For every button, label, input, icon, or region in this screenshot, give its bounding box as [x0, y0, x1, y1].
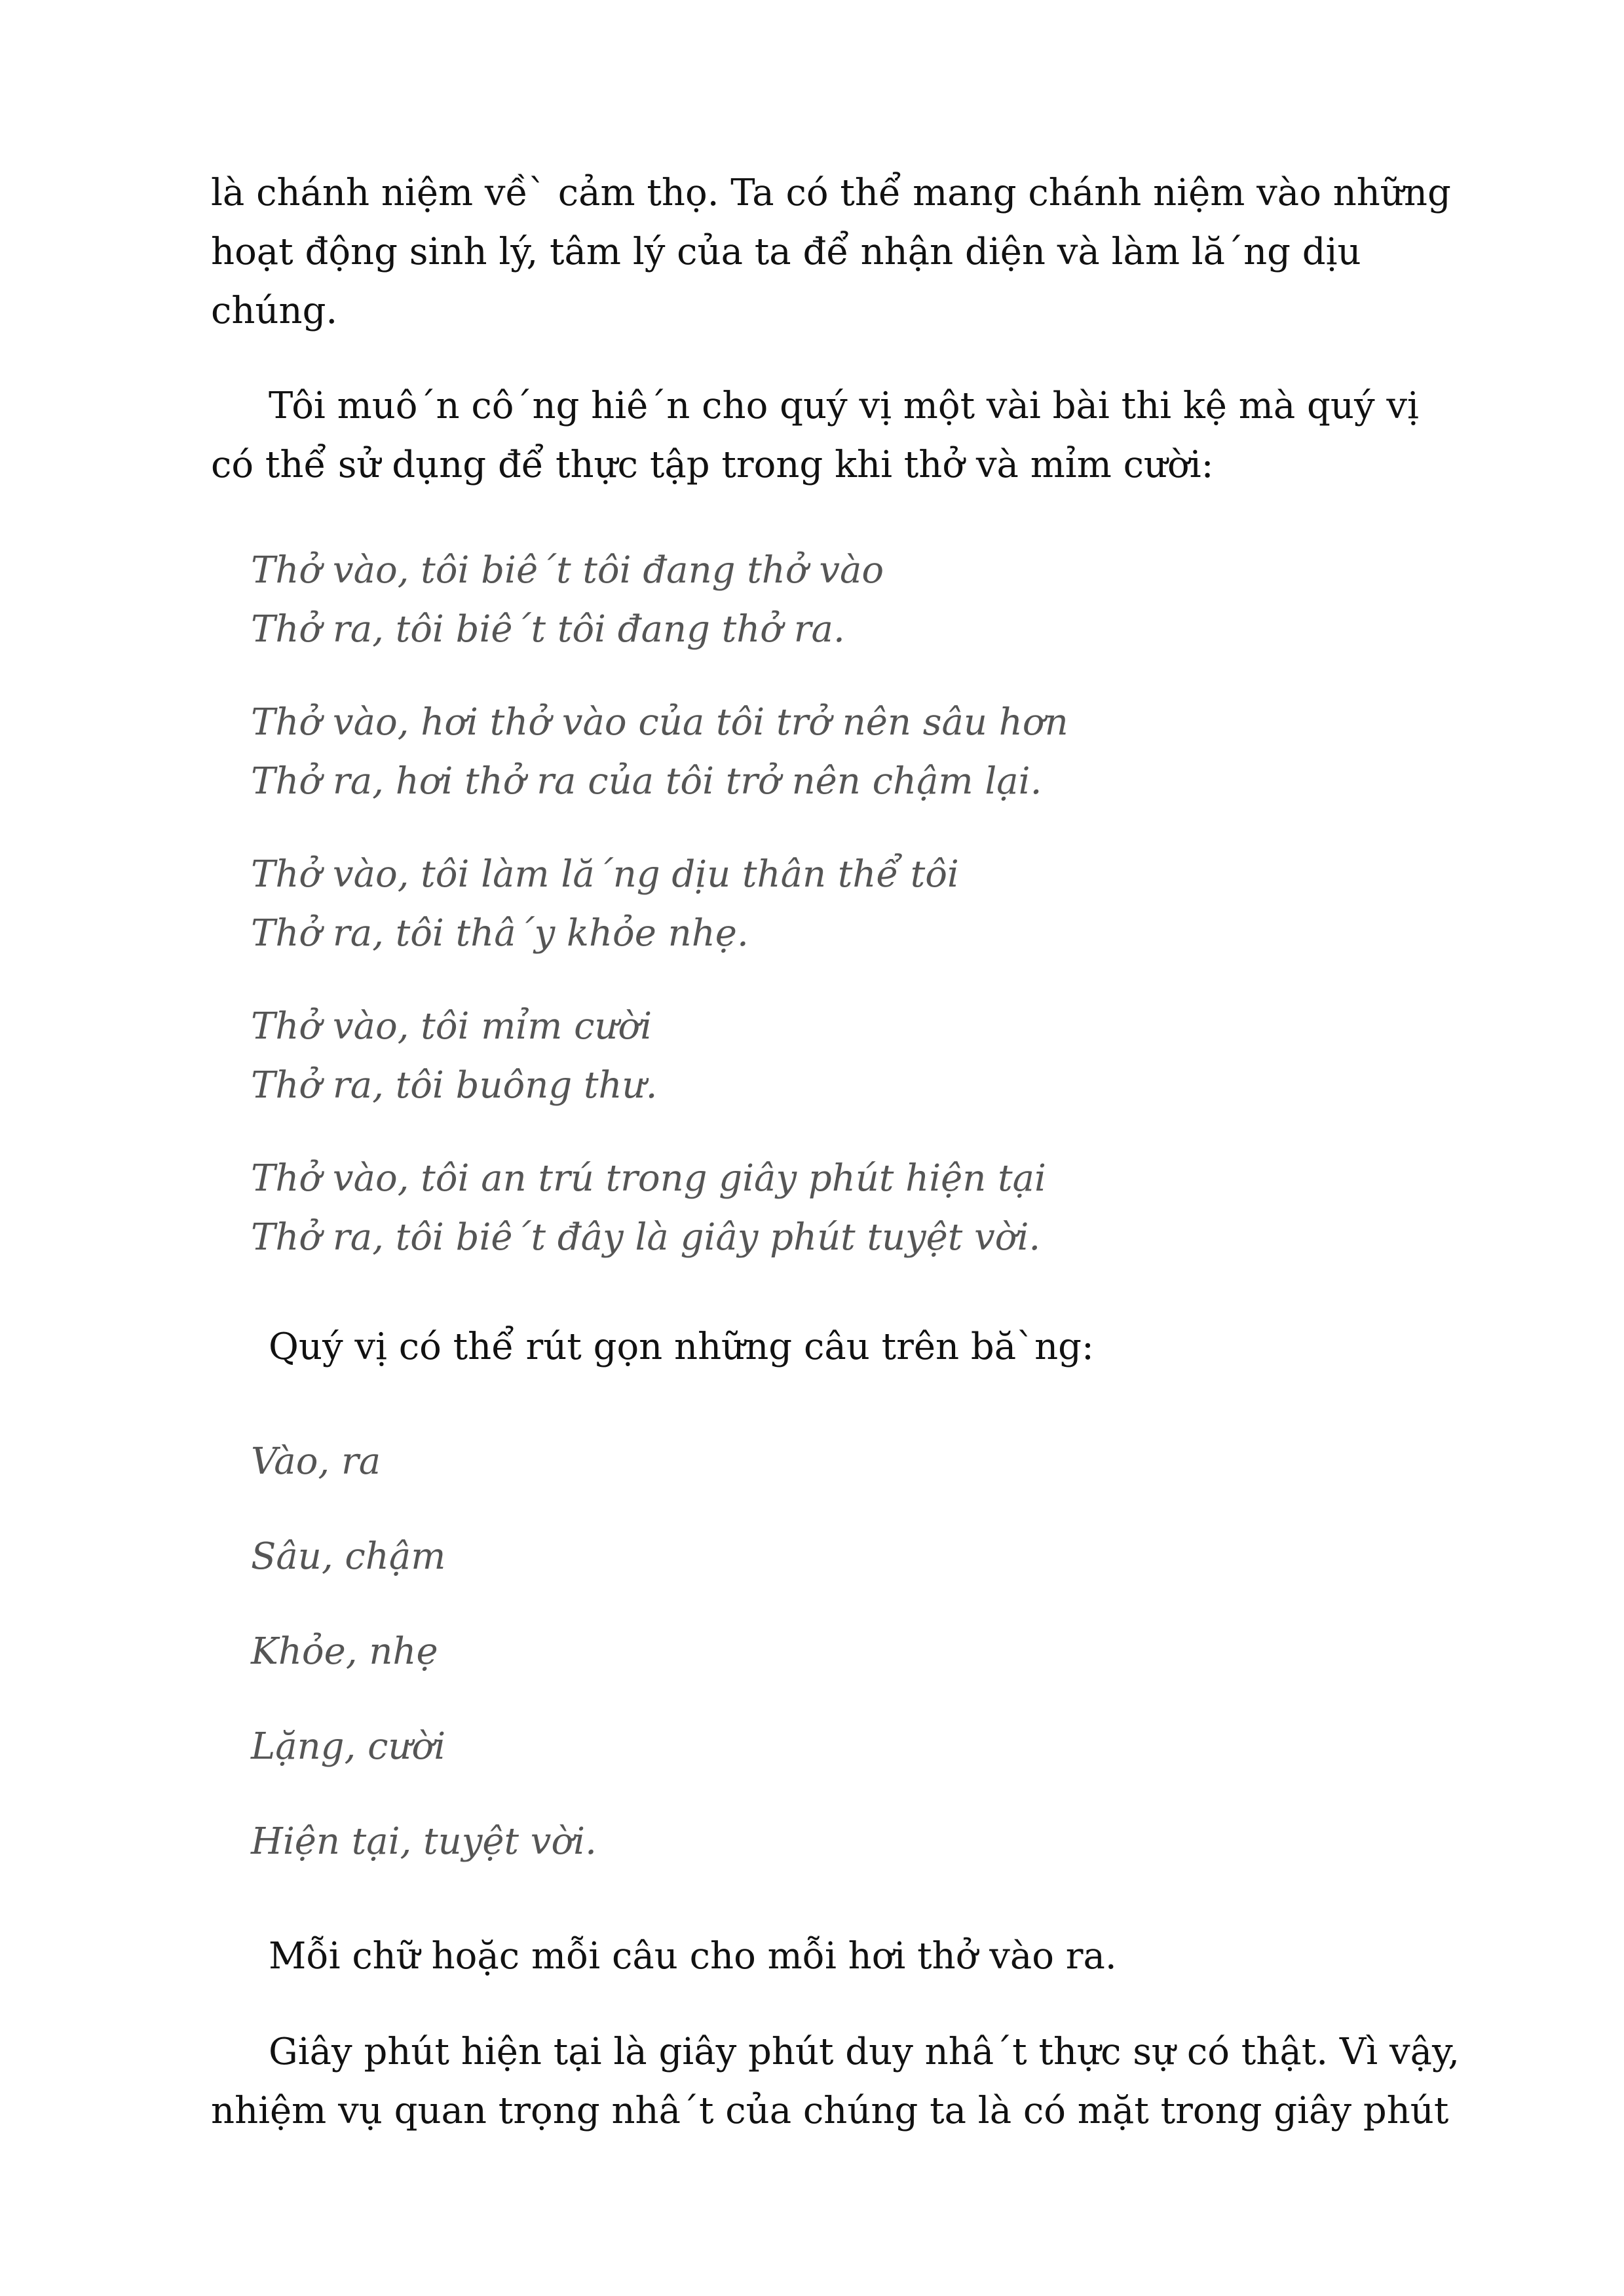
text-line: Giây phút hiện tại là giây phút duy nhâ´t thực sự có thật. Vì vậy,: [269, 2031, 1460, 2073]
text-line: hoạt động sinh lý, tâm lý của ta để nhận diện và làm lă´ng dịu: [211, 231, 1361, 273]
verse-line: Hiện tại, tuyệt vời.: [251, 1820, 597, 1863]
verse-line: Khỏe, nhẹ: [251, 1630, 438, 1673]
verse-line: Thở vào, tôi an trú trong giây phút hiện tại: [251, 1157, 1046, 1200]
short-verse-5: [251, 1812, 597, 1871]
text-line: Mỗi chữ hoặc mỗi câu cho mỗi hơi thở vào ra.: [269, 1935, 1117, 1978]
verse-stanza-1: [251, 541, 884, 659]
short-verse-3: [251, 1622, 438, 1681]
verse-line: Vào, ra: [251, 1440, 381, 1483]
verse-line: Thở ra, tôi biê´t đây là giây phút tuyệt vời.: [251, 1216, 1041, 1259]
text-line: có thể sử dụng để thực tập trong khi thở và mỉm cười:: [211, 444, 1214, 486]
verse-line: Thở vào, tôi biê´t tôi đang thở vào: [251, 549, 884, 592]
verse-stanza-2: [251, 693, 1068, 811]
paragraph-present-moment: [211, 2023, 1460, 2141]
paragraph-offering: [211, 377, 1443, 495]
text-line: Tôi muô´n cô´ng hiê´n cho quý vị một vài bài thi kệ mà quý vị: [269, 385, 1419, 427]
verse-line: Thở vào, hơi thở vào của tôi trở nên sâu hơn: [251, 701, 1068, 744]
verse-line: Thở ra, tôi buông thư.: [251, 1064, 658, 1107]
paragraph-shorten: [269, 1318, 1500, 1377]
paragraph-each-breath: [269, 1927, 1500, 1986]
verse-line: Sâu, chậm: [251, 1535, 446, 1578]
text-line: là chánh niệm về` cảm thọ. Ta có thể mang chánh niệm vào những: [211, 172, 1451, 214]
text-line: Quý vị có thể rút gọn những câu trên bă`ng:: [269, 1326, 1094, 1368]
short-verse-1: [251, 1432, 381, 1491]
verse-stanza-4: [251, 997, 657, 1115]
verse-line: Thở ra, tôi thâ´y khỏe nhẹ.: [251, 912, 749, 955]
verse-line: Thở vào, tôi mỉm cười: [251, 1005, 652, 1048]
short-verse-4: [251, 1717, 445, 1776]
verse-line: Thở ra, hơi thở ra của tôi trở nên chậm lại.: [251, 760, 1042, 803]
text-line: nhiệm vụ quan trọng nhâ´t của chúng ta là có mặt trong giây phút: [211, 2090, 1449, 2132]
verse-line: Lặng, cười: [251, 1725, 446, 1768]
verse-stanza-3: [251, 845, 959, 963]
short-verse-2: [251, 1527, 445, 1586]
verse-stanza-5: [251, 1149, 1046, 1267]
paragraph-intro: [211, 164, 1451, 341]
verse-line: Thở ra, tôi biê´t tôi đang thở ra.: [251, 608, 845, 651]
verse-line: Thở vào, tôi làm lă´ng dịu thân thể tôi: [251, 853, 959, 896]
text-line: chúng.: [211, 290, 338, 332]
